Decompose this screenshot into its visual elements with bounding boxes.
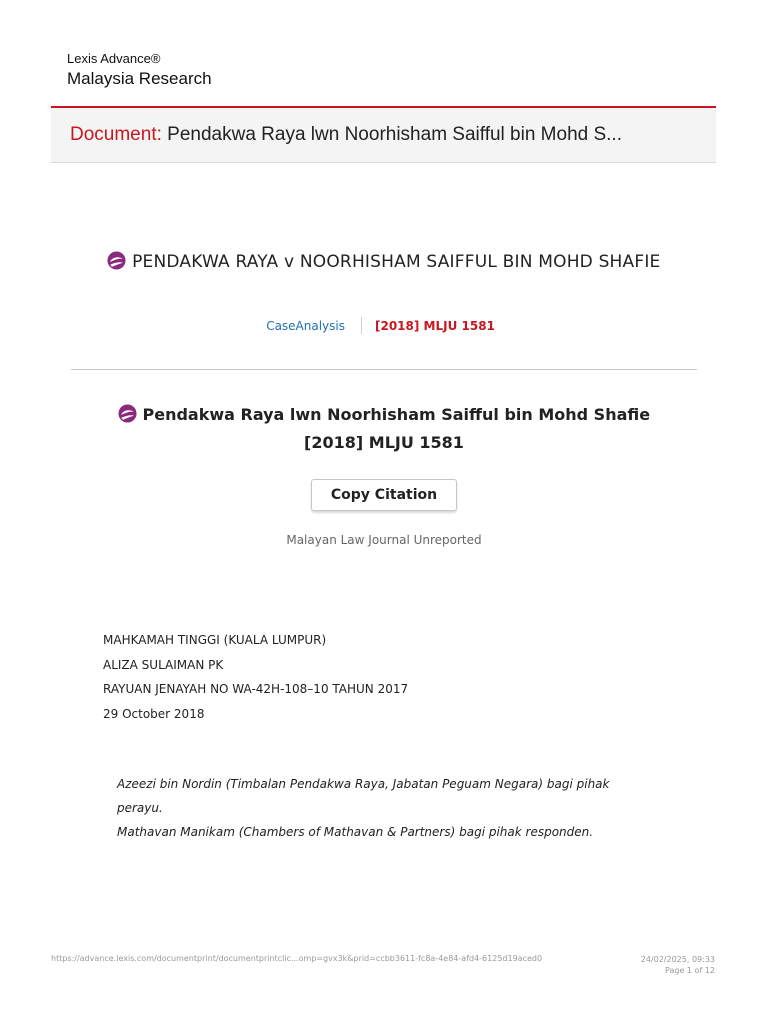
counsel-respondent: Mathavan Manikam (Chambers of Mathavan & Partners) bagi pihak responden. <box>117 825 594 839</box>
footer-info <box>641 954 715 976</box>
counsel-appellant: Azeezi bin Nordin (Timbalan Pendakwa Raya, Jabatan Peguam Negara) bagi pihak perayu. <box>117 777 610 815</box>
brand <box>67 50 212 90</box>
document-title <box>70 123 622 147</box>
court-details <box>103 628 408 726</box>
footer-url: https://advance.lexis.com/documentprint/documentprintclic...omp=gvx3k&prid=ccbb3611-fc8a-4e84-afd4-6125d19aced0 <box>51 954 543 963</box>
judge-name: ALIZA SULAIMAN PK <box>103 657 224 672</box>
copy-citation-button[interactable]: Copy Citation <box>311 479 457 511</box>
case-citation: [2018] MLJU 1581 <box>375 319 495 333</box>
case-title-text: PENDAKWA RAYA v NOORHISHAM SAIFFUL BIN MOHD SHAFIE <box>132 252 661 272</box>
counsel-section <box>117 772 657 844</box>
section-divider <box>71 369 697 370</box>
case-title <box>90 251 678 273</box>
document-heading-text: Pendakwa Raya lwn Noorhisham Saifful bin Mohd Shafie [2018] MLJU 1581 <box>142 405 651 452</box>
meta-divider <box>361 317 362 334</box>
lexis-case-icon <box>118 404 137 423</box>
case-number: RAYUAN JENAYAH NO WA-42H-108–10 TAHUN 2017 <box>103 682 409 696</box>
brand-title: Lexis Advance® <box>67 51 161 66</box>
source-publication: Malayan Law Journal Unreported <box>286 533 482 547</box>
document-name: Pendakwa Raya lwn Noorhisham Saifful bin Mohd S... <box>167 124 622 145</box>
document-bar <box>51 106 716 163</box>
decision-date: 29 October 2018 <box>103 706 205 721</box>
case-analysis-link[interactable]: CaseAnalysis <box>266 319 345 333</box>
page-number: Page 1 of 12 <box>665 966 715 975</box>
brand-subtitle: Malaysia Research <box>67 69 212 88</box>
document-heading <box>100 401 668 457</box>
case-meta <box>0 318 768 336</box>
print-datetime: 24/02/2025, 09:33 <box>640 955 715 964</box>
lexis-case-icon <box>107 251 126 270</box>
court-name: MAHKAMAH TINGGI (KUALA LUMPUR) <box>103 633 327 647</box>
document-label: Document: <box>70 124 162 145</box>
